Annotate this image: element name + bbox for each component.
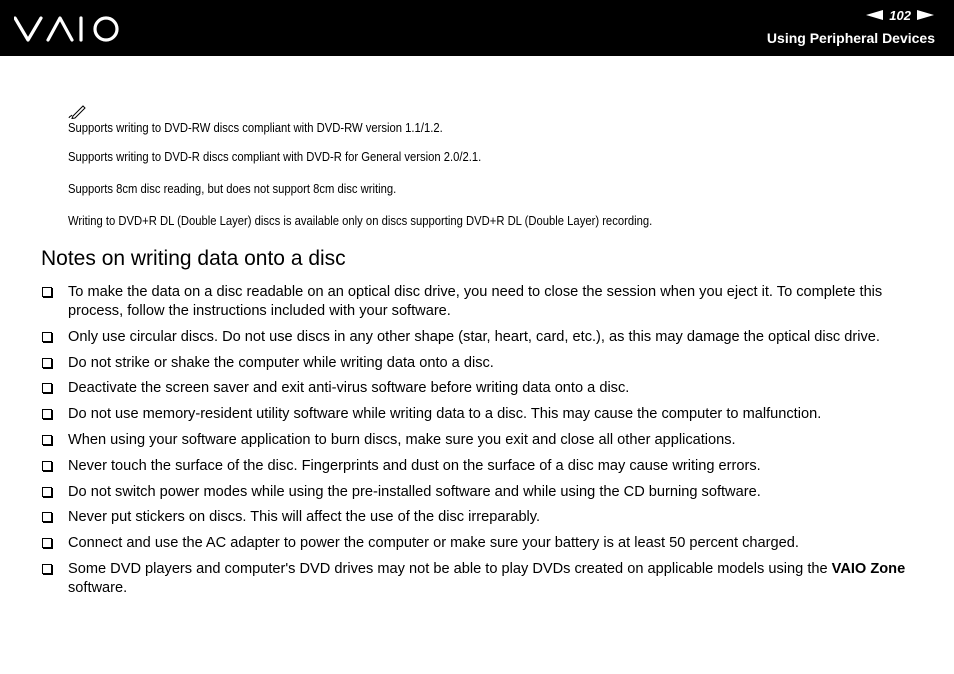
next-page-icon[interactable]	[917, 10, 934, 20]
page-navigation	[866, 6, 934, 24]
list-item-text: Only use circular discs. Do not use discs in any other shape (star, heart, card, etc.), as this may damage the optical disc drive.	[68, 328, 880, 345]
checkbox-bullet-icon	[42, 287, 52, 297]
previous-page-icon[interactable]	[866, 10, 883, 20]
list-item-text: Do not use memory-resident utility software while writing data to a disc. This may cause the computer to malfunction.	[68, 406, 822, 423]
list-item-text: Some DVD players and computer's DVD drives may not be able to play DVDs created on applicable models using the	[68, 560, 832, 577]
list-item-text: Do not strike or shake the computer while writing data onto a disc.	[68, 354, 494, 371]
list-item-text: software.	[68, 579, 128, 596]
list-item	[41, 379, 921, 398]
bullet-list	[41, 283, 921, 605]
checkbox-bullet-icon	[42, 409, 52, 419]
header-bar	[0, 0, 954, 56]
checkbox-bullet-icon	[42, 538, 52, 548]
list-item-text: To make the data on a disc readable on an optical disc drive, you need to close the session when you eject it. To complete this process, follow the instructions included with your software.	[68, 284, 883, 319]
checkbox-bullet-icon	[42, 512, 52, 522]
vaio-logo	[14, 16, 120, 42]
checkbox-bullet-icon	[42, 564, 52, 574]
list-item-text: Deactivate the screen saver and exit anti-virus software before writing data onto a disc.	[68, 380, 630, 397]
list-item	[41, 431, 921, 450]
list-item	[41, 405, 921, 424]
list-item-text: Connect and use the AC adapter to power the computer or make sure your battery is at least 50 percent charged.	[68, 535, 799, 552]
section-title: Using Peripheral Devices	[766, 30, 935, 46]
list-item	[41, 508, 921, 527]
checkbox-bullet-icon	[42, 461, 52, 471]
page-number: 102	[889, 7, 911, 23]
note-line: Supports 8cm disc reading, but does not support 8cm disc writing.	[68, 182, 397, 196]
list-item	[41, 560, 921, 598]
list-item-text: When using your software application to burn discs, make sure you exit and close all other applications.	[68, 431, 736, 448]
list-item	[41, 457, 921, 476]
list-item-text: Never touch the surface of the disc. Fingerprints and dust on the surface of a disc may cause writing errors.	[68, 457, 761, 474]
pencil-note-icon	[68, 105, 86, 119]
list-item	[41, 328, 921, 347]
list-item	[41, 283, 921, 321]
checkbox-bullet-icon	[42, 332, 52, 342]
checkbox-bullet-icon	[42, 435, 52, 445]
note-line: Supports writing to DVD-R discs compliant with DVD-R for General version 2.0/2.1.	[68, 150, 482, 164]
product-name: VAIO Zone	[831, 560, 906, 577]
checkbox-bullet-icon	[42, 383, 52, 393]
checkbox-bullet-icon	[42, 487, 52, 497]
note-line: Supports writing to DVD-RW discs compliant with DVD-RW version 1.1/1.2.	[68, 121, 443, 135]
list-item	[41, 354, 921, 373]
list-item-text: Never put stickers on discs. This will affect the use of the disc irreparably.	[68, 509, 541, 526]
list-item	[41, 534, 921, 553]
list-item	[41, 483, 921, 502]
checkbox-bullet-icon	[42, 358, 52, 368]
list-item-text: Do not switch power modes while using the pre-installed software and while using the CD burning software.	[68, 483, 761, 500]
section-heading: Notes on writing data onto a disc	[41, 247, 346, 270]
note-line: Writing to DVD+R DL (Double Layer) discs is available only on discs supporting DVD+R DL (Double Layer) recording.	[68, 214, 653, 228]
